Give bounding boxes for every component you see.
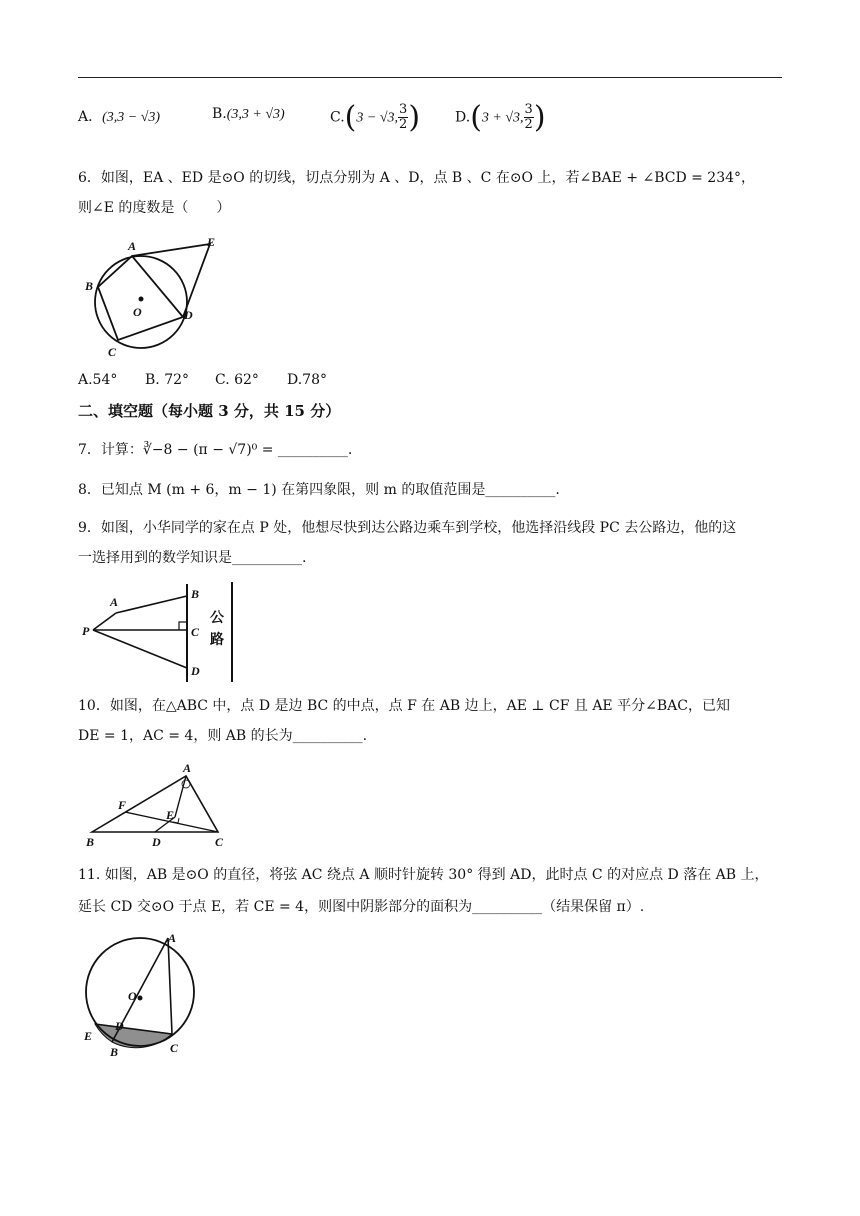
svg-text:C: C	[170, 1041, 179, 1055]
svg-text:D: D	[191, 664, 200, 678]
q9-line2: 一选择用到的数学知识是__________.	[78, 550, 307, 566]
q6-option-b: B. 72°	[145, 372, 190, 388]
svg-text:P: P	[82, 624, 90, 638]
svg-text:B: B	[191, 587, 200, 601]
q5-option-a: A．(3,3 − √3)	[78, 109, 161, 125]
q6-option-d: D.78°	[287, 372, 327, 388]
q6-line2: 则∠E 的度数是（ ）	[78, 200, 231, 216]
svg-text:D: D	[184, 308, 193, 322]
svg-text:D: D	[115, 1019, 124, 1033]
svg-text:E: E	[207, 235, 216, 249]
svg-text:A: A	[128, 239, 137, 253]
q10-line2: DE = 1，AC = 4，则 AB 的长为__________.	[78, 728, 368, 744]
q6-option-a: A.54°	[78, 372, 118, 388]
q11-line1: 11. 如图，AB 是⊙O 的直径，将弦 AC 绕点 A 顺时针旋转 30° 得到 AD，此时点 C 的对应点 D 落在 AB 上，	[78, 867, 769, 883]
svg-text:O: O	[128, 989, 137, 1003]
q6-option-c: C. 62°	[215, 372, 259, 388]
svg-text:O: O	[133, 305, 142, 319]
svg-text:C: C	[191, 625, 200, 639]
svg-text:A: A	[110, 595, 119, 609]
q5-option-d: D.(3 + √3, $\frac{3}{2}$ )	[455, 100, 546, 135]
svg-text:F: F	[118, 798, 127, 812]
svg-text:C: C	[108, 345, 117, 359]
svg-text:B: B	[86, 835, 95, 849]
q6-line1: 6．如图，EA 、ED 是⊙O 的切线，切点分别为 A 、D，点 B 、C 在⊙O 上，若∠BAE + ∠BCD = 234°，	[78, 170, 756, 186]
q9-figure	[80, 578, 250, 686]
svg-text:E: E	[166, 808, 175, 822]
q9-line1: 9．如图，小华同学的家在点 P 处，他想尽快到达公路边乘车到学校，他选择沿线段 PC 去公路边，他的这	[78, 520, 737, 536]
q11-figure	[80, 928, 200, 1062]
q8-text: 8．已知点 M (m + 6，m − 1) 在第四象限，则 m 的取值范围是__________.	[78, 482, 560, 498]
svg-text:A: A	[168, 931, 177, 945]
svg-text:路: 路	[210, 632, 224, 648]
svg-text:D: D	[152, 835, 161, 849]
svg-text:B: B	[85, 279, 94, 293]
q11-line2: 延长 CD 交⊙O 于点 E，若 CE = 4，则图中阴影部分的面积为__________（结果保留 π）.	[78, 899, 645, 915]
q6-figure	[80, 232, 220, 360]
svg-text:公: 公	[210, 610, 224, 626]
q5-option-c: C.(3 − √3, $\frac{3}{2}$ )	[330, 100, 421, 135]
q5-option-b: B.(3,3 + √3)	[212, 106, 285, 122]
svg-text:B: B	[110, 1045, 119, 1059]
q7-text: 7．计算：∛−8 − (π − √7)⁰ = __________.	[78, 442, 353, 458]
svg-text:E: E	[84, 1029, 93, 1043]
header-rule	[78, 77, 782, 78]
q10-figure	[80, 762, 240, 850]
svg-text:A: A	[183, 762, 192, 775]
svg-text:C: C	[215, 835, 224, 849]
q10-line1: 10．如图，在△ABC 中，点 D 是边 BC 的中点，点 F 在 AB 边上，AE ⊥ CF 且 AE 平分∠BAC，已知	[78, 698, 730, 714]
section2-title: 二、填空题（每小题 3 分，共 15 分）	[78, 402, 341, 420]
